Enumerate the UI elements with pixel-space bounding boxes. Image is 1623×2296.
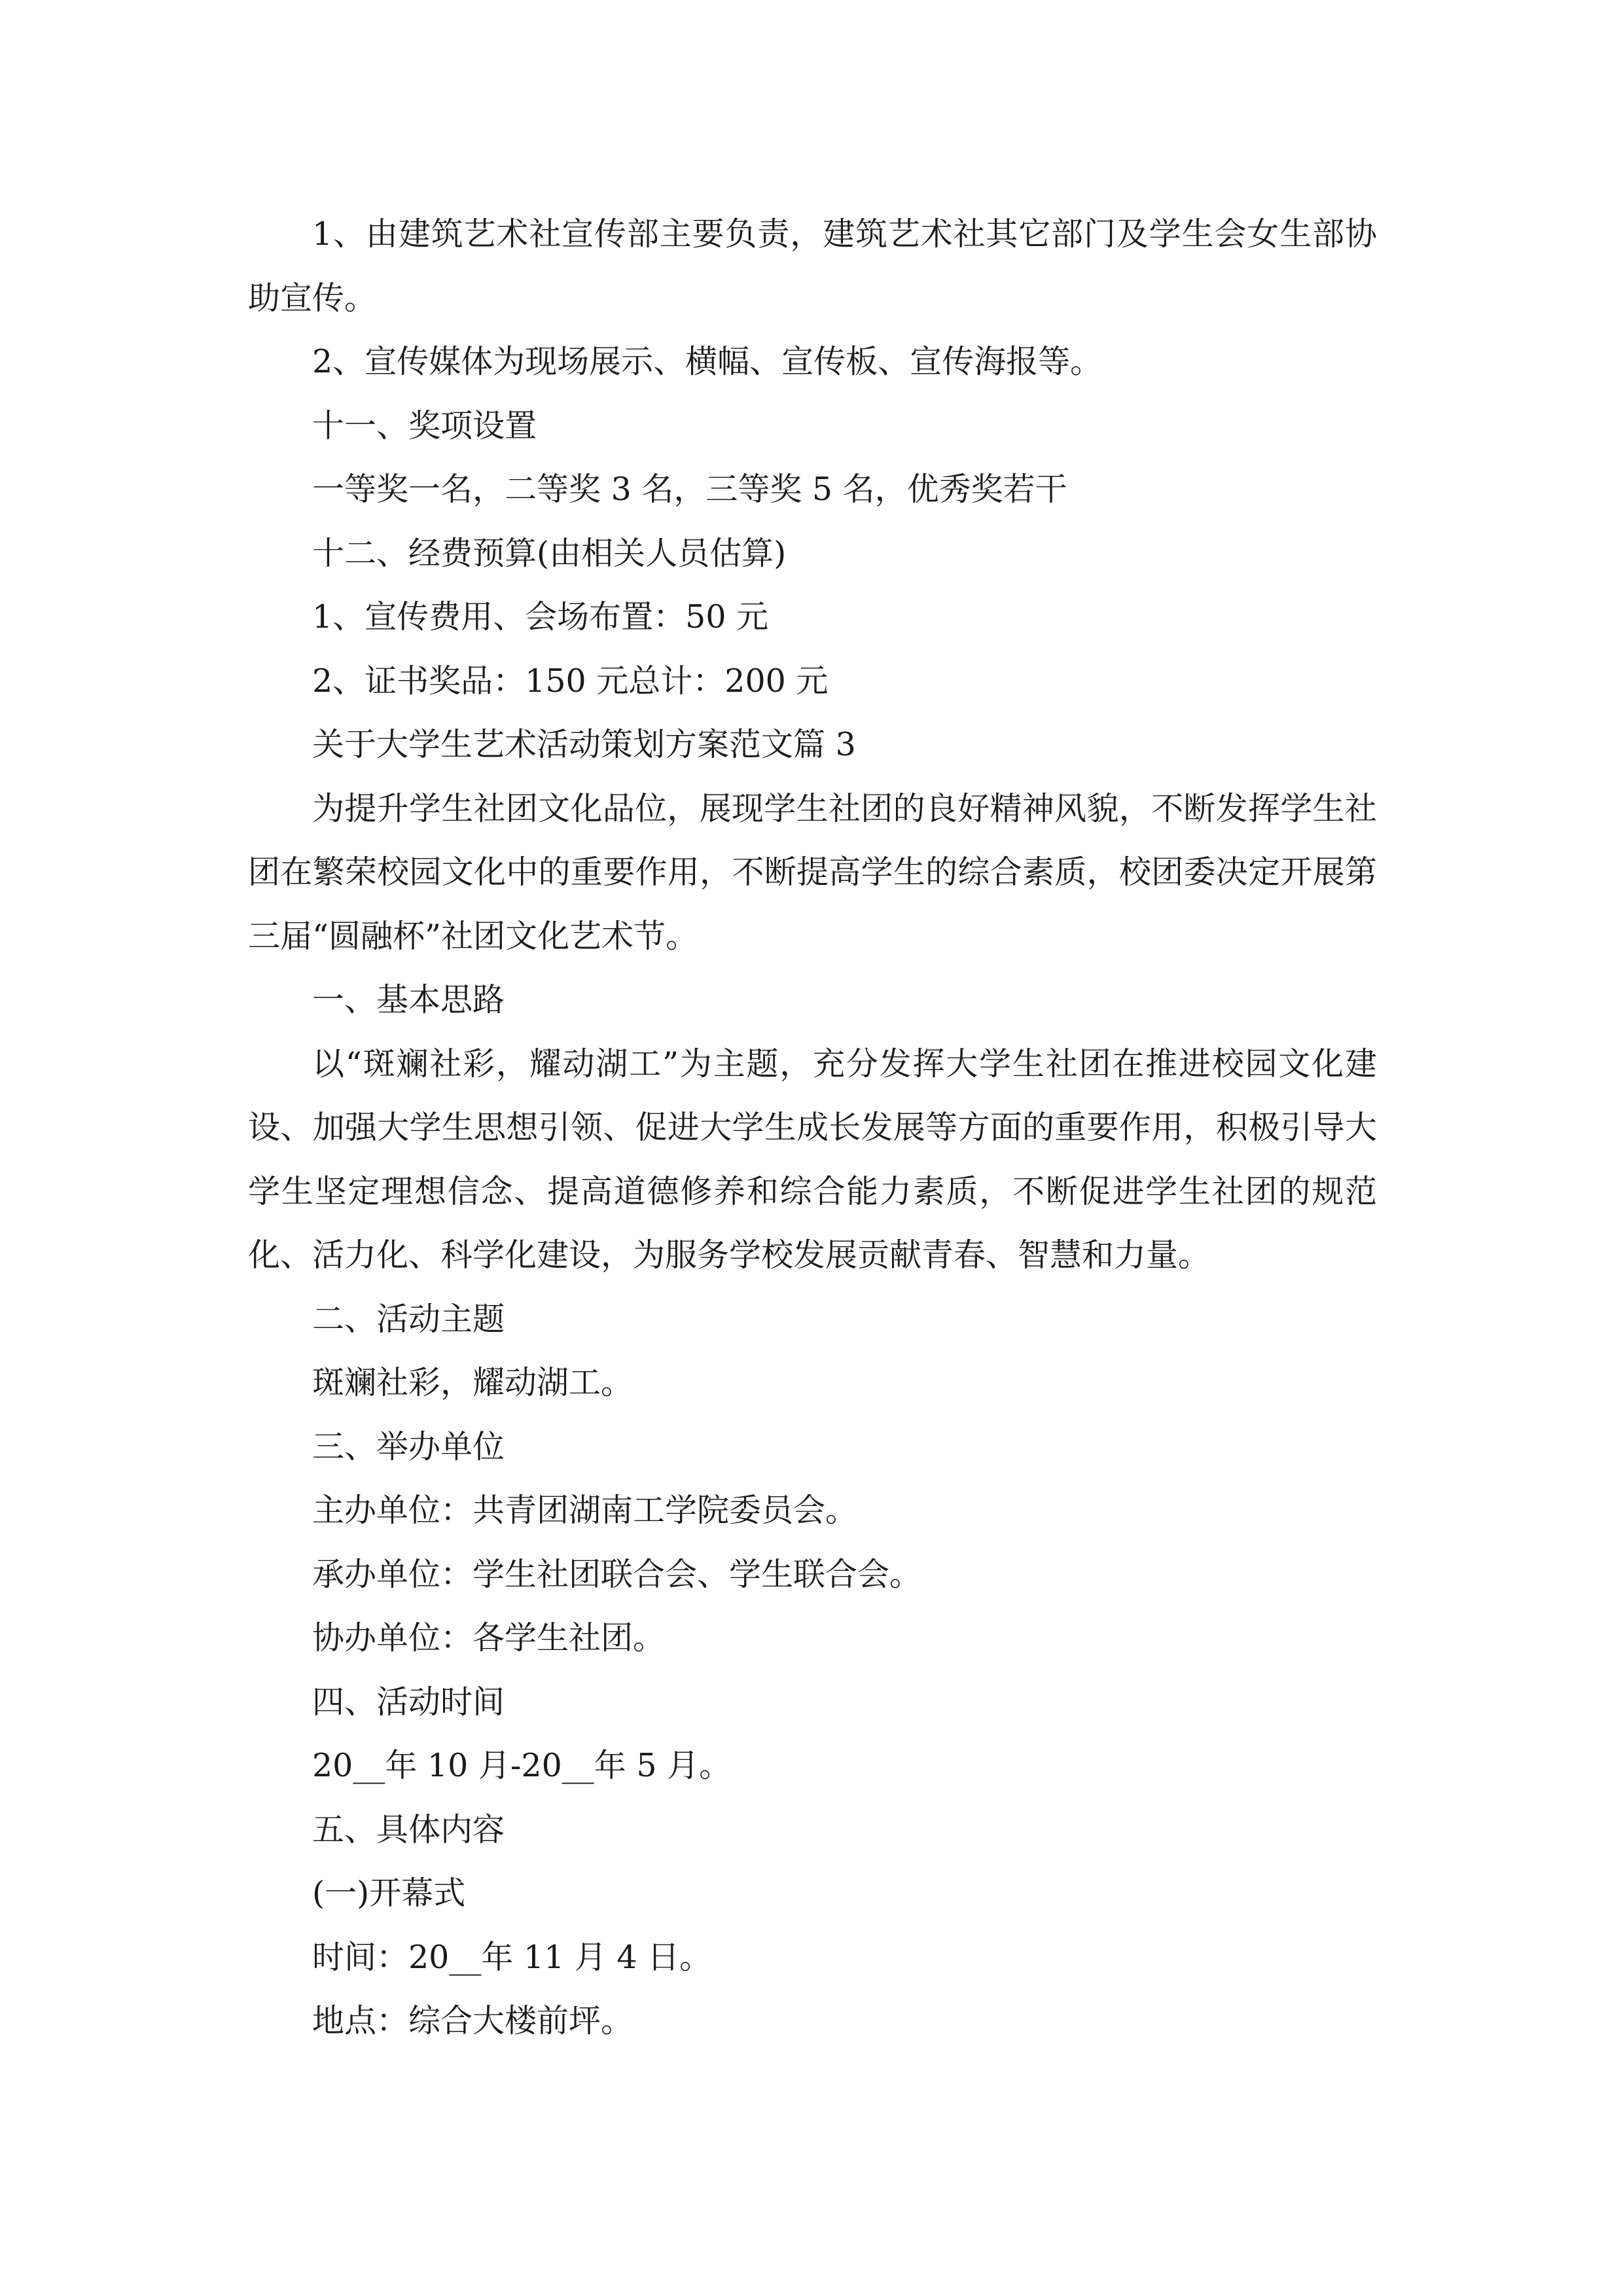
paragraph-basic-idea: 以“斑斓社彩，耀动湖工”为主题，充分发挥大学生社团在推进校园文化建设、加强大学生思想引领、促进大学生成长发展等方面的重要作用，积极引导大学生坚定理想信念、提高道德修养和综合能力素质，不断促进学生社团的规范化、活力化、科学化建设，为服务学校发展贡献青春、智慧和力量。	[248, 1045, 1377, 1274]
heading-theme: 二、活动主题	[312, 1300, 505, 1338]
paragraph-opening-location: 地点：综合大楼前坪。	[312, 2002, 633, 2039]
paragraph-intro: 为提升学生社团文化品位，展现学生社团的良好精神风貌，不断发挥学生社团在繁荣校园文化中的重要作用，不断提高学生的综合素质，校团委决定开展第三届“圆融杯”社团文化艺术节。	[248, 789, 1377, 955]
paragraph-co-organizer: 协办单位：各学生社团。	[312, 1619, 666, 1657]
paragraph-publicity-media: 2、宣传媒体为现场展示、横幅、宣传板、宣传海报等。	[312, 343, 1103, 380]
paragraph-time: 20__年 10 月-20__年 5 月。	[312, 1747, 732, 1784]
paragraph-theme: 斑斓社彩，耀动湖工。	[312, 1364, 633, 1401]
paragraph-organizer: 承办单位：学生社团联合会、学生联合会。	[312, 1555, 922, 1593]
subheading-opening: (一)开幕式	[312, 1874, 466, 1912]
section-title: 关于大学生艺术活动策划方案范文篇 3	[312, 726, 856, 763]
paragraph-opening-time: 时间：20__年 11 月 4 日。	[312, 1938, 712, 1976]
paragraph-awards: 一等奖一名，二等奖 3 名，三等奖 5 名，优秀奖若干	[312, 471, 1067, 508]
heading-awards: 十一、奖项设置	[312, 406, 537, 444]
heading-budget: 十二、经费预算(由相关人员估算)	[312, 534, 787, 572]
heading-time: 四、活动时间	[312, 1683, 505, 1721]
paragraph-host: 主办单位：共青团湖南工学院委员会。	[312, 1492, 858, 1529]
heading-content: 五、具体内容	[312, 1810, 505, 1848]
paragraph-budget-prizes: 2、证书奖品：150 元总计：200 元	[312, 662, 829, 700]
heading-organizers: 三、举办单位	[312, 1427, 505, 1465]
paragraph-budget-publicity: 1、宣传费用、会场布置：50 元	[312, 598, 769, 636]
heading-basic-idea: 一、基本思路	[312, 981, 505, 1018]
document-body	[248, 202, 1377, 2053]
paragraph-publicity-responsibility: 1、由建筑艺术社宣传部主要负责，建筑艺术社其它部门及学生会女生部协助宣传。	[248, 215, 1377, 317]
